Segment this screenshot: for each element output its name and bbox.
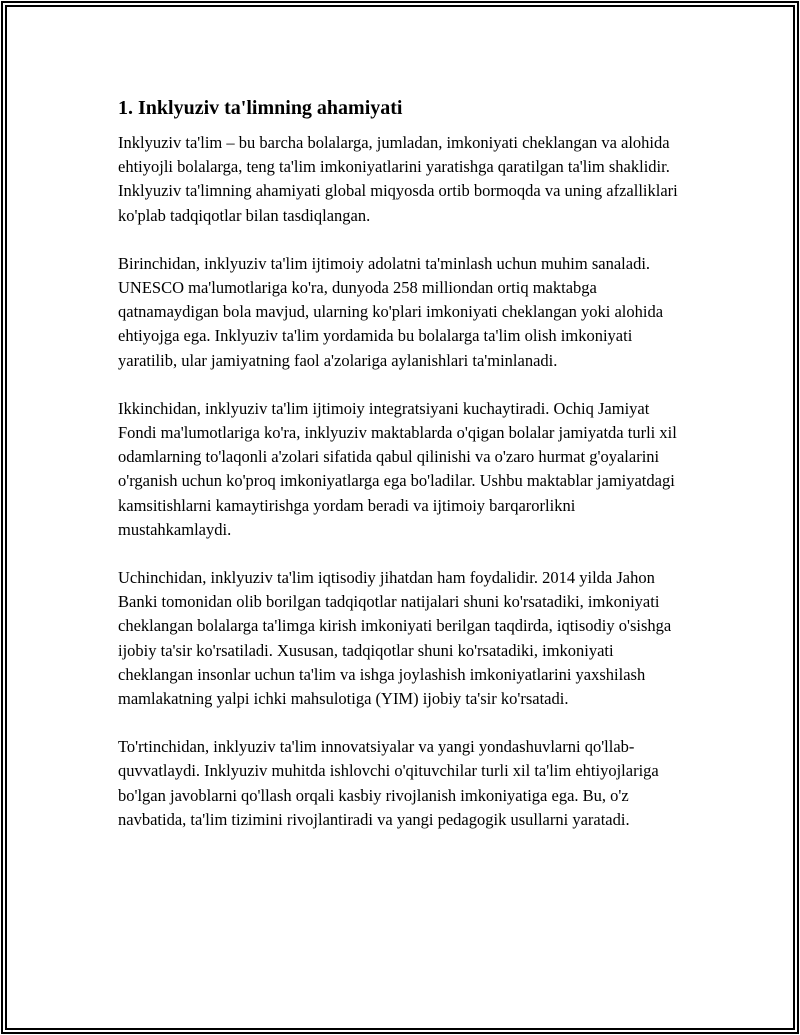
section-heading: 1. Inklyuziv ta'limning ahamiyati [118, 97, 403, 119]
document-body [118, 95, 688, 856]
paragraph-first: Birinchidan, inklyuziv ta'lim ijtimoiy adolatni ta'minlash uchun muhim sanaladi. UNESCO ma'lumotlariga ko'ra, dunyoda 258 milliondan ortiq maktabga qatnamaydigan bola mavjud, ularning ko'plari imkoniyati cheklangan yoki alohida ehtiyojga ega. Inklyuziv ta'lim yordamida bu bolalarga ta'lim olish imkoniyati yaratilib, ular jamiyatning faol a'zolariga aylanishlari ta'minlanadi. [118, 253, 664, 370]
paragraph-third: Uchinchidan, inklyuziv ta'lim iqtisodiy jihatdan ham foydalidir. 2014 yilda Jahon Banki tomonidan olib borilgan tadqiqotlar natijalari shuni ko'rsatadiki, imkoniyati cheklangan bolalarga ta'limga kirish imkoniyati berilgan taqdirda, iqtisodiy o'sishga ijobiy ta'sir ko'rsatiladi. Xususan, tadqiqotlar shuni ko'rsatadiki, imkoniyati cheklangan insonlar uchun ta'lim va ishga joylashish imkoniyatlarini yaxshilash mamlakatning yalpi ichki mahsulotiga (YIM) ijobiy ta'sir ko'rsatadi. [118, 568, 672, 709]
paragraph-second: Ikkinchidan, inklyuziv ta'lim ijtimoiy integratsiyani kuchaytiradi. Ochiq Jamiyat Fondi ma'lumotlariga ko'ra, inklyuziv maktablarda o'qigan bolalar jamiyatda turli xil odamlarning to'laqonli a'zolari sifatida qabul qilinishi va o'zaro hurmat g'oyalarini o'rganish uchun ko'proq imkoniyatlarga ega bo'ladilar. Ushbu maktablar jamiyatdagi kamsitishlarni kamaytirishga yordam beradi va ijtimoiy barqarorlikni mustahkamlaydi. [118, 398, 677, 539]
paragraph-intro: Inklyuziv ta'lim – bu barcha bolalarga, jumladan, imkoniyati cheklangan va alohida ehtiyojli bolalarga, teng ta'lim imkoniyatlarini yaratishga qaratilgan ta'lim shaklidir. Inklyuziv ta'limning ahamiyati global miqyosda ortib bormoqda va uning afzalliklari ko'plab tadqiqotlar bilan tasdiqlangan. [118, 133, 678, 225]
paragraph-fourth: To'rtinchidan, inklyuziv ta'lim innovatsiyalar va yangi yondashuvlarni qo'llab-quvvatlaydi. Inklyuziv muhitda ishlovchi o'qituvchilar turli xil ta'lim ehtiyojlariga bo'lgan javoblarni qo'llash orqali kasbiy rivojlanish imkoniyatiga ega. Bu, o'z navbatida, ta'lim tizimini rivojlantiradi va yangi pedagogik usullarni yaratadi. [118, 737, 659, 829]
